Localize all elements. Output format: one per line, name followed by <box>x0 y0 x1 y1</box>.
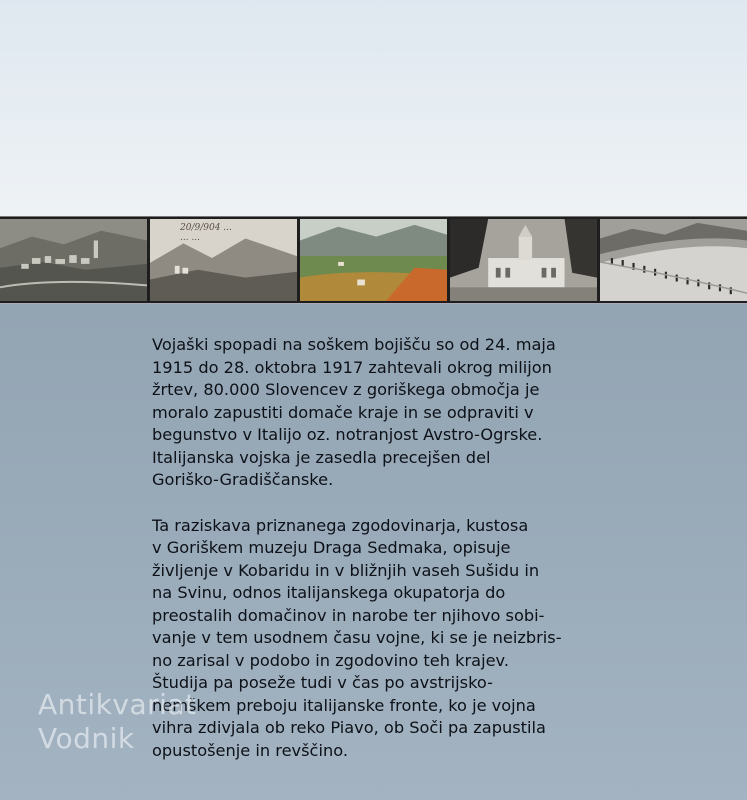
text-line: vihra zdivjala ob reko Piavo, ob Soči pa zapustila <box>152 718 546 737</box>
text-line: Italijanska vojska je zasedla precejšen del <box>152 447 491 467</box>
paragraph-1 <box>152 334 632 492</box>
top-blank-band <box>0 0 747 216</box>
watermark-line-2: Vodnik <box>38 722 135 755</box>
text-line: no zarisal v podobo in zgodovino teh krajev. <box>152 650 510 670</box>
watermark <box>38 688 197 756</box>
photo-town-valley <box>0 219 147 301</box>
text-line: opustošenje in revščino. <box>152 740 348 760</box>
text-line: na Svinu, odnos italijanskega okupatorja do <box>152 583 506 602</box>
text-line: preostalih domačinov in narobe ter njihovo sobi- <box>152 605 545 625</box>
photo-soldiers-snow <box>600 219 747 301</box>
text-line: žrtev, 80.000 Slovencev z goriškega območja je <box>152 380 540 399</box>
text-line: Ta raziskava priznanega zgodovinarja, kustosa <box>152 515 529 535</box>
text-line: vanje v tem usodnem času vojne, ki se je neizbris- <box>152 628 562 647</box>
text-line: Študija pa poseže tudi v čas po avstrijsko- <box>152 673 493 692</box>
postcard-handwriting: 20/9/904 ... ... ... <box>180 223 232 243</box>
text-line: begunstvo v Italijo oz. notranjost Avstro-Ogrske. <box>152 425 543 444</box>
text-line: nemškem preboju italijanske fronte, ko je vojna <box>152 695 536 715</box>
watermark-line-1: Antikvariat <box>38 688 197 721</box>
text-line: Goriško-Gradiščanske. <box>152 470 334 489</box>
photo-postcard-mountains <box>150 219 297 301</box>
text-line: življenje v Kobaridu in v bližnjih vaseh Sušidu in <box>152 560 540 580</box>
photo-color-landscape <box>300 219 447 301</box>
text-line: 1915 do 28. oktobra 1917 zahtevali okrog milijon <box>152 357 552 377</box>
back-cover-text <box>152 334 632 762</box>
text-line: v Goriškem muzeju Draga Sedmaka, opisuje <box>152 538 511 557</box>
text-line: Vojaški spopadi na soškem bojišču so od 24. maja <box>152 335 556 354</box>
photo-church-building <box>450 219 597 301</box>
text-line: moralo zapustiti domače kraje in se odpraviti v <box>152 402 534 422</box>
paragraph-2 <box>152 515 632 763</box>
photo-strip <box>0 216 747 304</box>
